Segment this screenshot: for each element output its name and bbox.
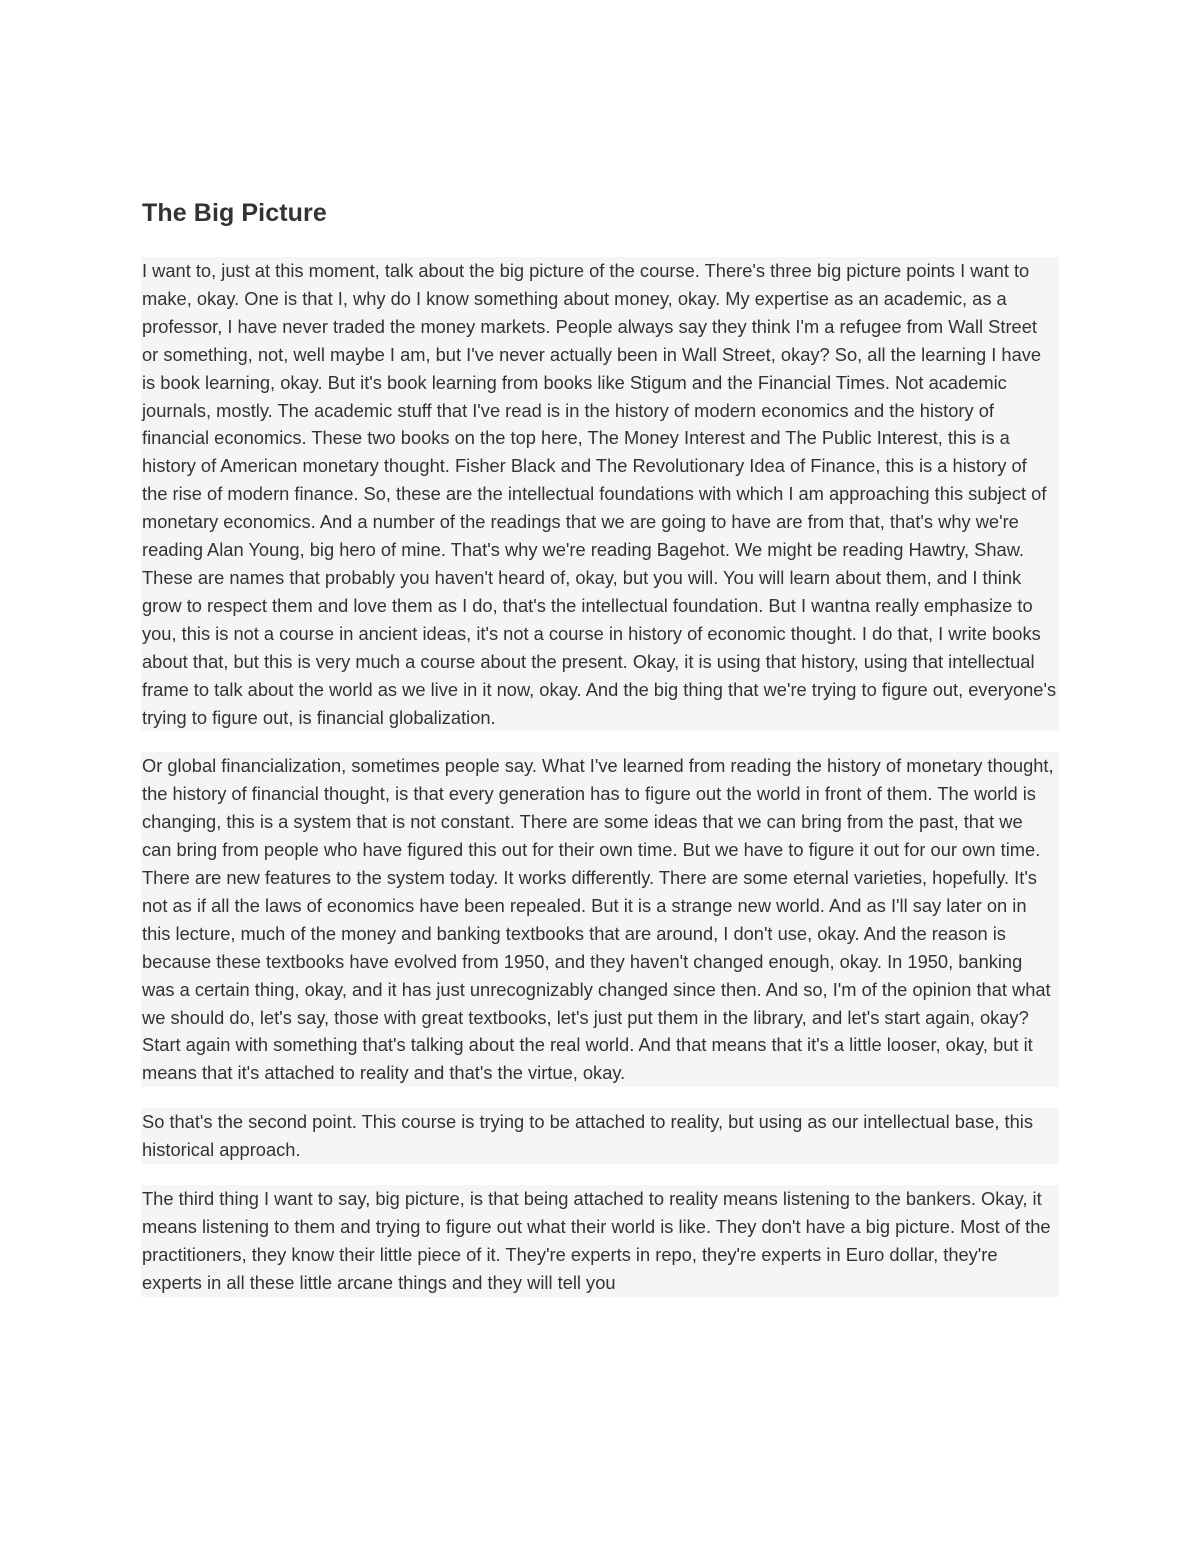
paragraph-2: Or global financialization, sometimes people say. What I've learned from reading the history of monetary thought, the history of financial thought, is that every generation has to figure out the world in front of them. The world is changing, this is a system that is not constant. There are some ideas that we can bring from the past, that we can bring from people who have figured this out for their own time. But we have to figure it out for our own time. There are new features to the system today. It works differently. There are some eternal varieties, hopefully. It's not as if all the laws of economics have been repealed. But it is a strange new world. And as I'll say later on in this lecture, much of the money and banking textbooks that are around, I don't use, okay. And the reason is because these textbooks have evolved from 1950, and they haven't changed enough, okay. In 1950, banking was a certain thing, okay, and it has just unrecognizably changed since then. And so, I'm of the opinion that what we should do, let's say, those with great textbooks, let's just put them in the library, and let's start again, okay? Start again with something that's talking about the real world. And that means that it's a little looser, okay, but it means that it's attached to reality and that's the virtue, okay. [141, 752, 1059, 1087]
paragraph-spacer [141, 1164, 1059, 1185]
document-title: The Big Picture [142, 199, 327, 227]
paragraph-4: The third thing I want to say, big picture, is that being attached to reality means listening to the bankers. Okay, it means listening to them and trying to figure out what their world is like. They don't have a big picture. Most of the practitioners, they know their little piece of it. They're experts in repo, they're experts in Euro dollar, they're experts in all these little arcane things and they will tell you [141, 1185, 1059, 1297]
paragraph-spacer [141, 731, 1059, 752]
paragraph-3: So that's the second point. This course is trying to be attached to reality, but using as our intellectual base, this historical approach. [141, 1108, 1059, 1164]
paragraph-spacer [141, 1087, 1059, 1108]
document-body [141, 257, 1059, 1297]
paragraph-1: I want to, just at this moment, talk about the big picture of the course. There's three big picture points I want to make, okay. One is that I, why do I know something about money, okay. My expertise as an academic, as a professor, I have never traded the money markets. People always say they think I'm a refugee from Wall Street or something, not, well maybe I am, but I've never actually been in Wall Street, okay? So, all the learning I have is book learning, okay. But it's book learning from books like Stigum and the Financial Times. Not academic journals, mostly. The academic stuff that I've read is in the history of modern economics and the history of financial economics. These two books on the top here, The Money Interest and The Public Interest, this is a history of American monetary thought. Fisher Black and The Revolutionary Idea of Finance, this is a history of the rise of modern finance. So, these are the intellectual foundations with which I am approaching this subject of monetary economics. And a number of the readings that we are going to have are from that, that's why we're reading Alan Young, big hero of mine. That's why we're reading Bagehot. We might be reading Hawtry, Shaw. These are names that probably you haven't heard of, okay, but you will. You will learn about them, and I think grow to respect them and love them as I do, that's the intellectual foundation. But I wantna really emphasize to you, this is not a course in ancient ideas, it's not a course in history of economic thought. I do that, I write books about that, but this is very much a course about the present. Okay, it is using that history, using that intellectual frame to talk about the world as we live in it now, okay. And the big thing that we're trying to figure out, everyone's trying to figure out, is financial globalization. [141, 257, 1059, 731]
